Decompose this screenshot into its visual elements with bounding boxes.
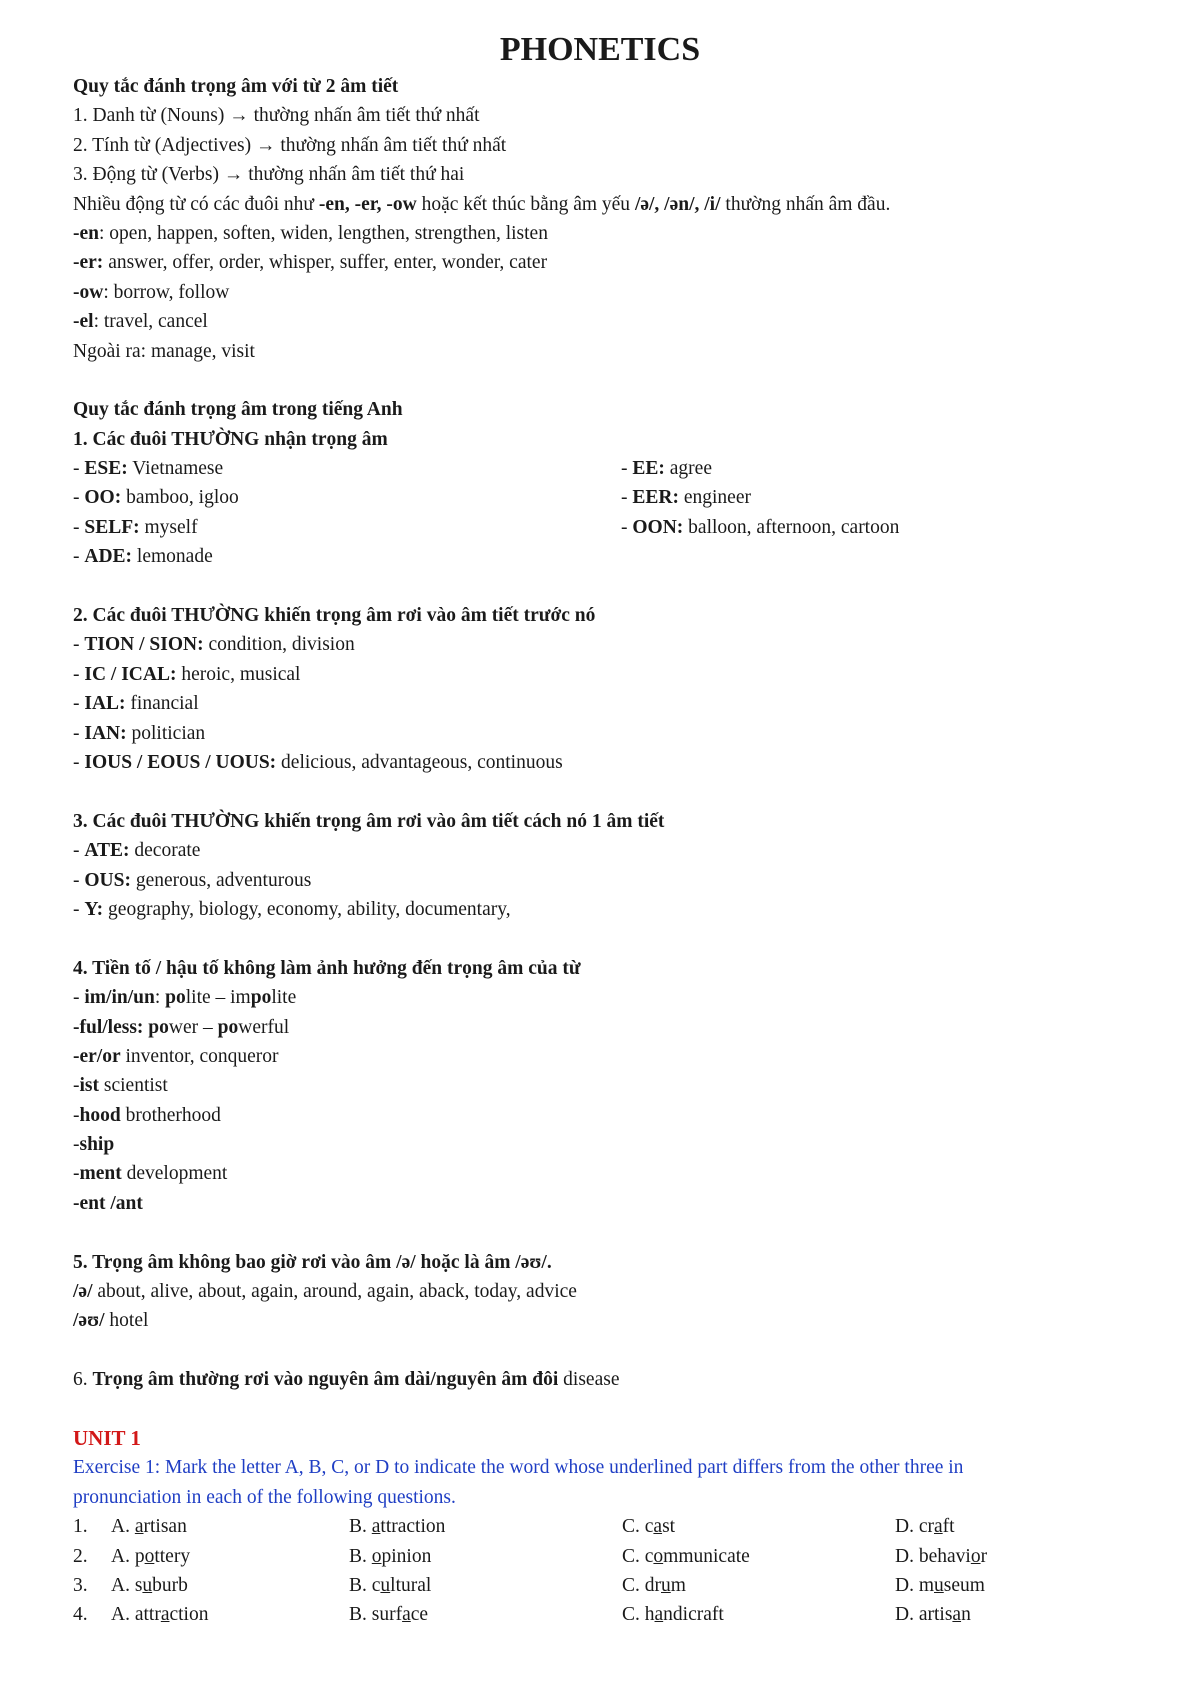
sec3-item: - Y: geography, biology, economy, ability, documentary, xyxy=(73,898,511,920)
sec0-suffix-ow: -ow: borrow, follow xyxy=(73,281,230,303)
sec1-subheading: 1. Các đuôi THƯỜNG nhận trọng âm xyxy=(73,428,388,450)
sec4-line-ist: -ist scientist xyxy=(73,1075,168,1097)
content-column xyxy=(73,72,1153,1630)
sec1-left-item: - OO: bamboo, igloo xyxy=(73,487,239,509)
page-title: PHONETICS xyxy=(499,31,701,68)
option-d: D. artisan xyxy=(895,1604,971,1626)
sec1-left-item: - SELF: myself xyxy=(73,516,198,538)
sec2-item: - IAN: politician xyxy=(73,722,206,744)
option-c: C. handicraft xyxy=(622,1604,724,1626)
sec0-note: Nhiều động từ có các đuôi như -en, -er, -ow hoặc kết thúc bằng âm yếu /ə/, /ən/, /i/ thường nhấn âm đầu. xyxy=(73,193,891,215)
sec4-heading: 4. Tiền tố / hậu tố không làm ảnh hưởng đến trọng âm của từ xyxy=(73,957,581,979)
exercise-instruction-1: Exercise 1: Mark the letter A, B, C, or D to indicate the word whose underlined part differs from the other three in xyxy=(73,1457,964,1479)
sec6-line: 6. Trọng âm thường rơi vào nguyên âm dài/nguyên âm đôi disease xyxy=(73,1369,620,1391)
option-a: A. attraction xyxy=(111,1604,209,1626)
option-d: D. museum xyxy=(895,1574,985,1596)
sec1-left-item: - ADE: lemonade xyxy=(73,546,213,568)
sec0-line-2: 2. Tính từ (Adjectives) → thường nhấn âm tiết thứ nhất xyxy=(73,134,507,156)
sec1-right-item: - EE: agree xyxy=(621,458,712,480)
sec0-suffix-el: -el: travel, cancel xyxy=(73,311,208,333)
option-b: B. opinion xyxy=(349,1545,432,1567)
sec0-suffix-er: -er: answer, offer, order, whisper, suffer, enter, wonder, cater xyxy=(73,252,548,274)
sec5-line-ou: /əʊ/ hotel xyxy=(73,1310,149,1332)
sec4-line-ent-ant: -ent /ant xyxy=(73,1192,143,1214)
option-d: D. craft xyxy=(895,1516,955,1538)
sec2-item: - TION / SION: condition, division xyxy=(73,634,355,656)
sec5-heading: 5. Trọng âm không bao giờ rơi vào âm /ə/ hoặc là âm /əʊ/. xyxy=(73,1251,552,1273)
option-c: C. communicate xyxy=(622,1545,750,1567)
sec0-suffix-en: -en: open, happen, soften, widen, lengthen, strengthen, listen xyxy=(73,222,548,244)
sec1-heading: Quy tắc đánh trọng âm trong tiếng Anh xyxy=(73,399,403,421)
sec1-right-item: - EER: engineer xyxy=(621,487,751,509)
option-a: A. artisan xyxy=(111,1516,187,1538)
option-b: B. surface xyxy=(349,1604,429,1626)
question-row: 3. A. suburb B. cultural C. drum D. museum xyxy=(73,1571,1153,1600)
sec3-item: - ATE: decorate xyxy=(73,840,201,862)
option-b: B. cultural xyxy=(349,1574,432,1596)
sec2-item: - IAL: financial xyxy=(73,693,199,715)
sec4-line-er-or: -er/or inventor, conqueror xyxy=(73,1045,279,1067)
sec0-extra: Ngoài ra: manage, visit xyxy=(73,340,255,362)
sec4-line-prefix: - im/in/un: polite – impolite xyxy=(73,987,297,1009)
sec4-line-ship: -ship xyxy=(73,1134,115,1156)
sec1-left-item: - ESE: Vietnamese xyxy=(73,458,224,480)
sec3-heading: 3. Các đuôi THƯỜNG khiến trọng âm rơi vào âm tiết cách nó 1 âm tiết xyxy=(73,810,665,832)
sec4-line-ment: -ment development xyxy=(73,1163,228,1185)
exercise-instruction-2: pronunciation in each of the following questions. xyxy=(73,1486,456,1508)
sec0-heading: Quy tắc đánh trọng âm với từ 2 âm tiết xyxy=(73,76,399,97)
option-a: A. suburb xyxy=(111,1574,188,1596)
option-c: C. drum xyxy=(622,1574,686,1596)
option-a: A. pottery xyxy=(111,1545,191,1567)
sec4-line-suffix: -ful/less: power – powerful xyxy=(73,1016,290,1038)
sec0-line-1: 1. Danh từ (Nouns) → thường nhấn âm tiết thứ nhất xyxy=(73,105,480,127)
sec3-item: - OUS: generous, adventurous xyxy=(73,869,312,891)
sec5-line-schwa: /ə/ about, alive, about, again, around, again, aback, today, advice xyxy=(73,1281,577,1303)
sec0-line-3: 3. Động từ (Verbs) → thường nhấn âm tiết thứ hai xyxy=(73,164,465,186)
unit-title: UNIT 1 xyxy=(73,1425,141,1450)
sec2-item: - IC / ICAL: heroic, musical xyxy=(73,663,301,685)
question-row: 4. A. attraction B. surface C. handicraft D. artisan xyxy=(73,1600,1153,1629)
sec2-heading: 2. Các đuôi THƯỜNG khiến trọng âm rơi vào âm tiết trước nó xyxy=(73,605,596,627)
option-c: C. cast xyxy=(622,1516,676,1538)
sec1-right-item: - OON: balloon, afternoon, cartoon xyxy=(621,516,900,538)
option-d: D. behavior xyxy=(895,1545,988,1567)
sec4-line-hood: -hood brotherhood xyxy=(73,1104,221,1126)
question-row: 1. A. artisan B. attraction C. cast D. craft xyxy=(73,1512,1153,1541)
question-row: 2. A. pottery B. opinion C. communicate D. behavior xyxy=(73,1542,1153,1571)
sec2-item: - IOUS / EOUS / UOUS: delicious, advantageous, continuous xyxy=(73,751,563,773)
option-b: B. attraction xyxy=(349,1516,446,1538)
sec1-two-columns xyxy=(73,454,1153,572)
